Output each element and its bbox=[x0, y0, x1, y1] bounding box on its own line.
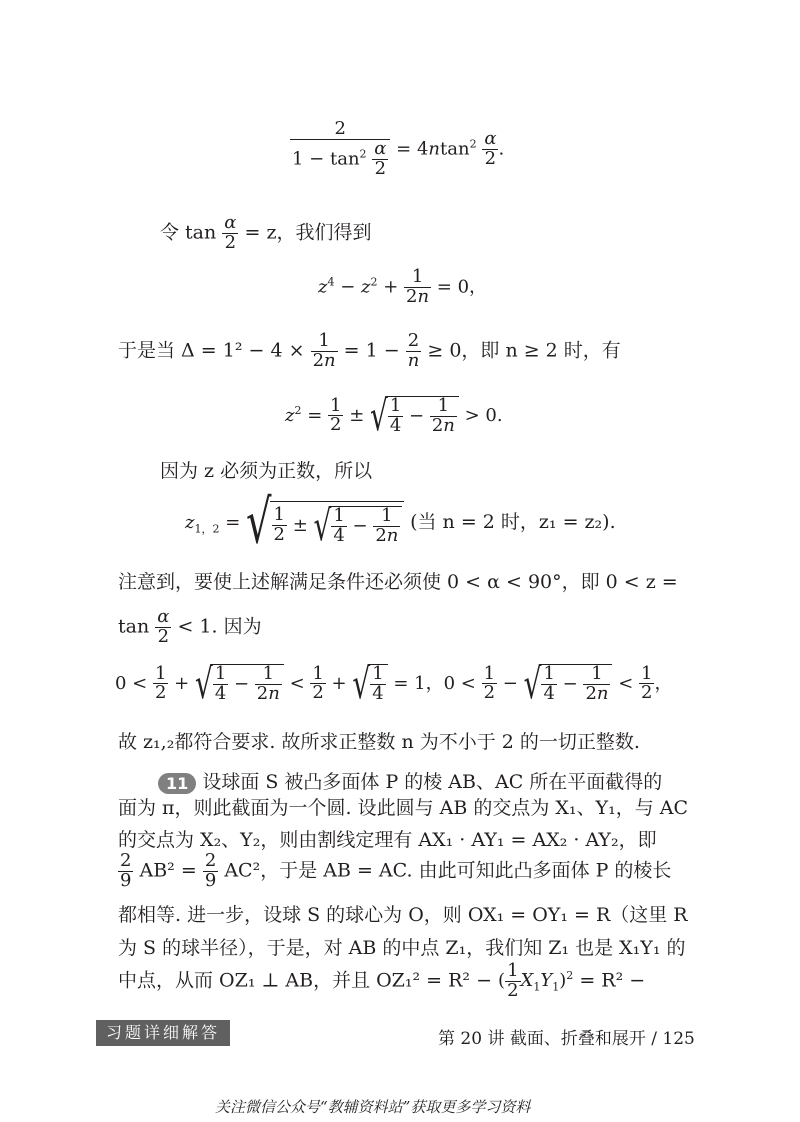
problem-number-badge: 11 bbox=[158, 773, 196, 794]
text-line-2: 于是当 Δ = 1² − 4 × $\frac{1}{2n}$ = 1 − $\frac{2}{n}$ ≥ 0，即 n ≥ 2 时，有 bbox=[118, 330, 621, 371]
text-line-3: 因为 z 必须为正数，所以 bbox=[160, 460, 373, 482]
footer-chapter-page: 第 20 讲 截面、折叠和展开 / 125 bbox=[438, 1029, 695, 1049]
problem-11-line-5: 都相等. 进一步，设球 S 的球心为 O，则 OX₁ = OY₁ = R（这里 R bbox=[118, 904, 688, 926]
problem-11-line-1: 11 设球面 S 被凸多面体 P 的棱 AB、AC 所在平面截得的 bbox=[158, 767, 662, 794]
problem-11-line-3: 的交点为 X₂、Y₂，则由割线定理有 AX₁ · AY₁ = AX₂ · AY₂，即 bbox=[118, 829, 657, 851]
equation-4: $z_{1,2}$ = √ $\frac{1}{2}$ ± √ $\frac{1}{4}$ − $\frac{1}{2n}$ (当 n = 2 时，z₁ = z₂). bbox=[185, 488, 616, 558]
problem-11-line-4: $\frac{2}{9}$ AB² = $\frac{2}{9}$ AC²，于是 AB = AC. 由此可知此凸多面体 P 的棱长 bbox=[120, 850, 672, 891]
footer-section-tag: 习题详细解答 bbox=[96, 1020, 230, 1046]
footer-notice: 关注微信公众号“教辅资料站”获取更多学习资料 bbox=[215, 1098, 531, 1116]
equation-2: $z^4 - z^2$ + $\frac{1}{2n}$ = 0， bbox=[318, 266, 488, 307]
problem-11-line-7: 中点，从而 OZ₁ ⊥ AB，并且 OZ₁² = R² − ( $\frac{1}{2}$ $X_1Y_1)^2 = R^2$ − bbox=[118, 960, 646, 1001]
problem-11-line-2: 面为 π，则此截面为一个圆. 设此圆与 AB 的交点为 X₁、Y₁，与 AC bbox=[118, 797, 689, 819]
problem-11-line-6: 为 S 的球半径），于是，对 AB 的中点 Z₁，我们知 Z₁ 也是 X₁Y₁ 的 bbox=[118, 937, 686, 959]
text-line-7: 故 z₁,₂都符合要求. 故所求正整数 n 为不小于 2 的一切正整数. bbox=[118, 731, 640, 753]
equation-3: $z^2$ = $\frac{1}{2}$ ± √ $\frac{1}{4}$ − $\frac{1}{2n}$ > 0. bbox=[285, 391, 503, 441]
equation-5: 0 < $\frac{1}{2}$ + √ $\frac{1}{4}$ − $\frac{1}{2n}$ < $\frac{1}{2}$ + √ $\frac{1}{4}$ = 1，0 < $\frac{1}{2}$ − √ $\frac{1}{4}$ − $\frac{1}{2n}$ < $\frac{1}{2}$ ， bbox=[115, 659, 673, 709]
equation-1: 2 $1 - \tan^2$ $\frac{\alpha}{2}$ = 4ntan$^2$ $\frac{\alpha}{2}$ . bbox=[292, 118, 505, 179]
text-line-5: 注意到，要使上述解满足条件还必须使 0 < α < 90°，即 0 < z = bbox=[118, 571, 678, 593]
text-line-1: 令 tan $\frac{\alpha}{2}$ = z，我们得到 bbox=[160, 212, 372, 253]
text-line-6: tan $\frac{\alpha}{2}$ < 1. 因为 bbox=[118, 606, 262, 647]
